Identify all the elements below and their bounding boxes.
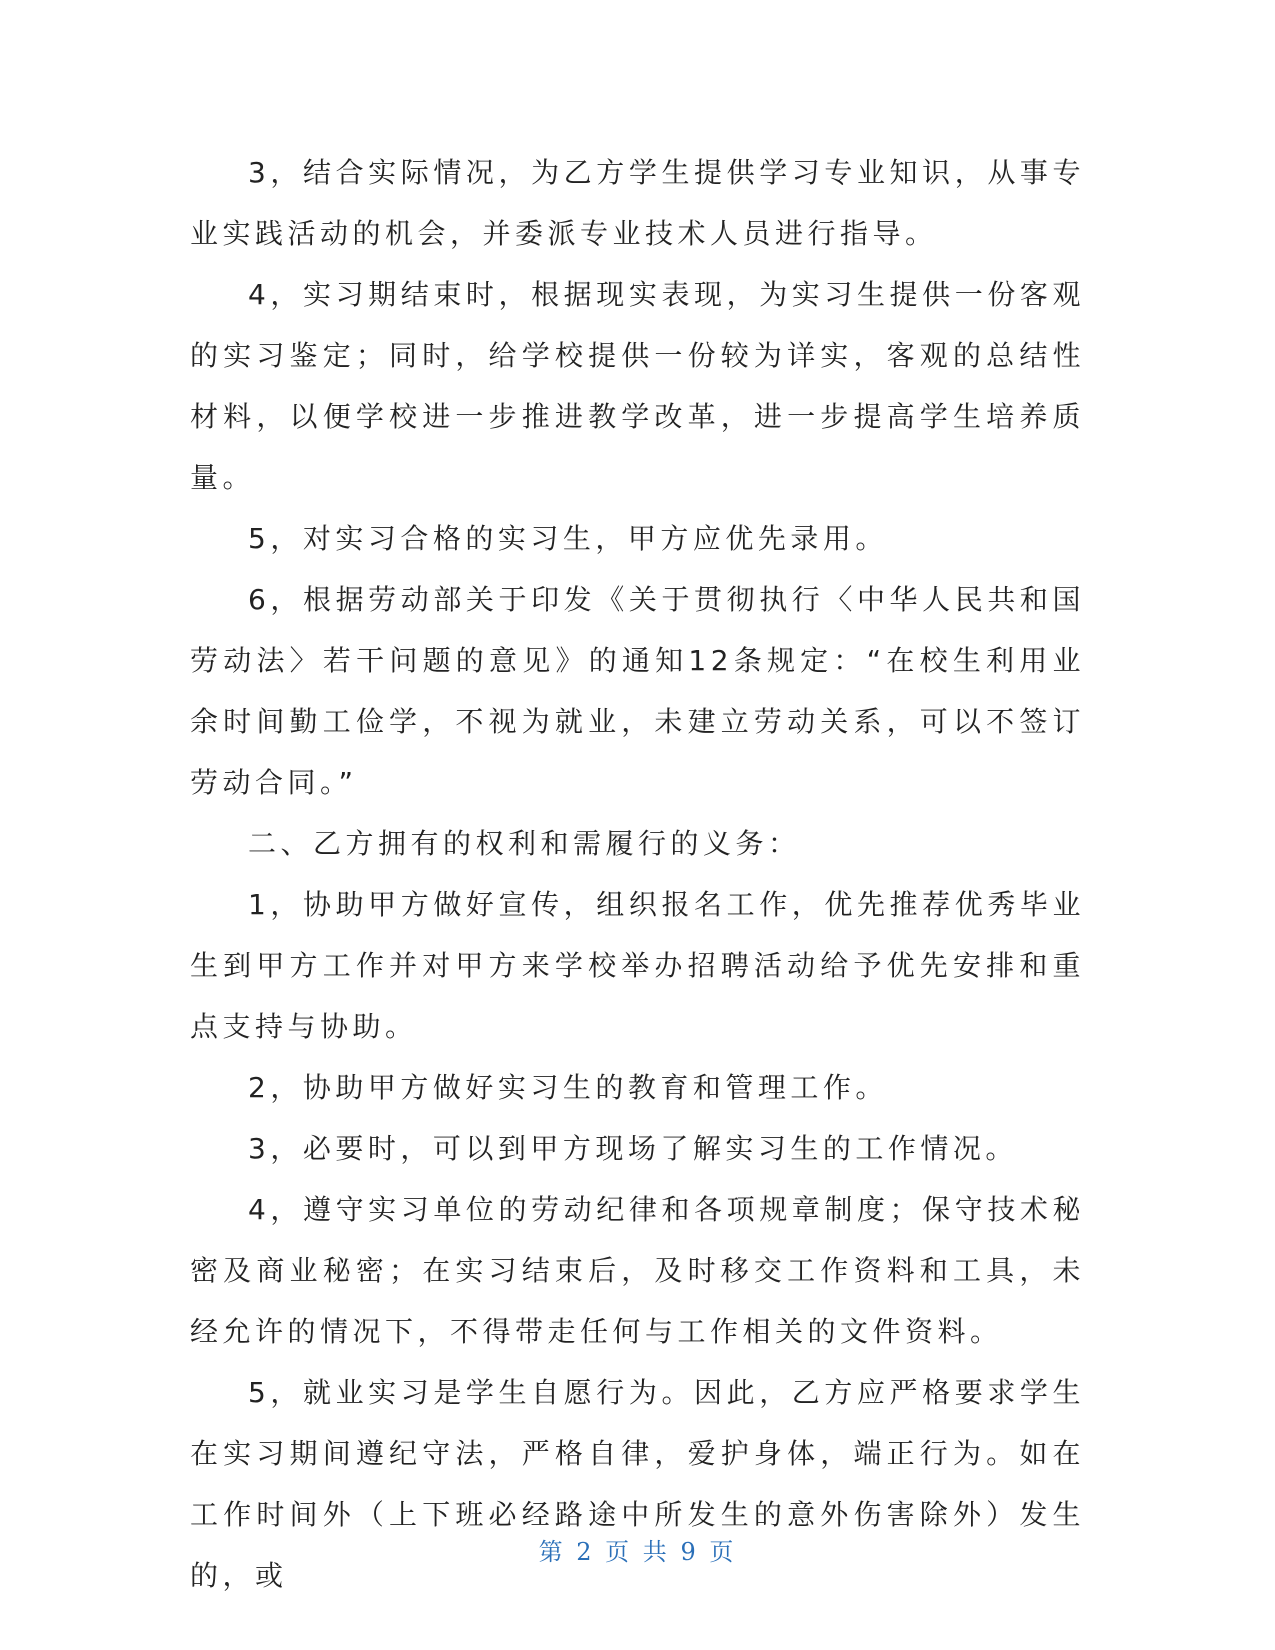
- paragraph-item-6: 6，根据劳动部关于印发《关于贯彻执行〈中华人民共和国劳动法〉若干问题的意见》的通知12条规定：“在校生利用业余时间勤工俭学，不视为就业，未建立劳动关系，可以不签订劳动合同。”: [190, 583, 1085, 799]
- section-heading-party-b: 二、乙方拥有的权利和需履行的义务：: [248, 827, 801, 860]
- paragraph-party-b-5: 5，就业实习是学生自愿行为。因此，乙方应严格要求学生在实习期间遵纪守法，严格自律，爱护身体，端正行为。如在工作时间外（上下班必经路途中所发生的意外伤害除外）发生的，或: [190, 1376, 1085, 1592]
- paragraph-party-b-1: 1，协助甲方做好宣传，组织报名工作，优先推荐优秀毕业生到甲方工作并对甲方来学校举办招聘活动给予优先安排和重点支持与协助。: [190, 888, 1085, 1043]
- paragraph-item-5: 5，对实习合格的实习生，甲方应优先录用。: [248, 522, 888, 555]
- document-body: [190, 142, 1085, 1606]
- paragraph-item-4: 4，实习期结束时，根据现实表现，为实习生提供一份客观的实习鉴定；同时，给学校提供一份较为详实，客观的总结性材料，以便学校进一步推进教学改革，进一步提高学生培养质量。: [190, 278, 1085, 494]
- page-number-footer: 第 2 页 共 9 页: [538, 1538, 737, 1566]
- paragraph-party-b-3: 3，必要时，可以到甲方现场了解实习生的工作情况。: [248, 1132, 1018, 1165]
- paragraph-item-3: 3，结合实际情况，为乙方学生提供学习专业知识，从事专业实践活动的机会，并委派专业技术人员进行指导。: [190, 156, 1085, 250]
- paragraph-party-b-2: 2，协助甲方做好实习生的教育和管理工作。: [248, 1071, 888, 1104]
- paragraph-party-b-4: 4，遵守实习单位的劳动纪律和各项规章制度；保守技术秘密及商业秘密；在实习结束后，及时移交工作资料和工具，未经允许的情况下，不得带走任何与工作相关的文件资料。: [190, 1193, 1085, 1348]
